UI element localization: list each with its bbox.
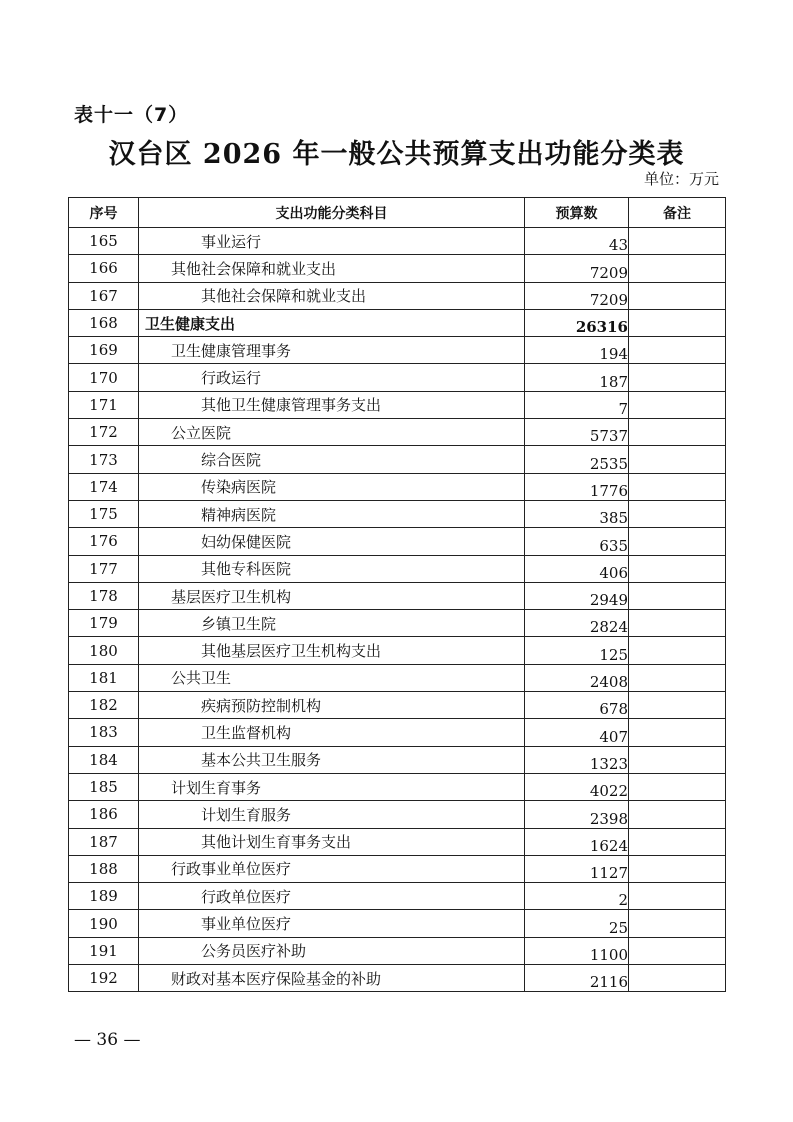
row-amount: 7209: [525, 282, 629, 309]
row-seq: 180: [69, 637, 139, 664]
table-row: [69, 746, 726, 773]
row-seq: 192: [69, 965, 139, 992]
row-category-name: 卫生监督机构: [139, 719, 525, 746]
row-category-name: 公立医院: [139, 419, 525, 446]
row-note: [629, 801, 726, 828]
row-seq: 175: [69, 500, 139, 527]
row-seq: 184: [69, 746, 139, 773]
row-seq: 169: [69, 337, 139, 364]
row-category-name: 计划生育事务: [139, 773, 525, 800]
row-seq: 174: [69, 473, 139, 500]
row-category-name: 卫生健康支出: [139, 309, 525, 336]
row-note: [629, 937, 726, 964]
row-seq: 172: [69, 419, 139, 446]
table-label: 表十一（7）: [74, 104, 189, 126]
row-category-name: 卫生健康管理事务: [139, 337, 525, 364]
table-row: [69, 664, 726, 691]
table-row: [69, 883, 726, 910]
row-category-name: 计划生育服务: [139, 801, 525, 828]
header-seq: 序号: [69, 198, 139, 228]
row-note: [629, 391, 726, 418]
row-amount: 26316: [525, 309, 629, 336]
row-note: [629, 419, 726, 446]
row-amount: 194: [525, 337, 629, 364]
row-amount: 1323: [525, 746, 629, 773]
unit-label: 单位：万元: [643, 170, 719, 188]
row-note: [629, 692, 726, 719]
row-note: [629, 364, 726, 391]
budget-table: [68, 197, 726, 992]
row-note: [629, 719, 726, 746]
row-category-name: 事业单位医疗: [139, 910, 525, 937]
row-seq: 167: [69, 282, 139, 309]
row-seq: 181: [69, 664, 139, 691]
table-row: [69, 828, 726, 855]
table-row: [69, 228, 726, 255]
row-note: [629, 883, 726, 910]
row-amount: 7: [525, 391, 629, 418]
row-amount: 187: [525, 364, 629, 391]
row-amount: 407: [525, 719, 629, 746]
row-amount: 2398: [525, 801, 629, 828]
table-row: [69, 473, 726, 500]
table-row: [69, 446, 726, 473]
row-category-name: 财政对基本医疗保险基金的补助: [139, 965, 525, 992]
header-amount: 预算数: [525, 198, 629, 228]
table-row: [69, 937, 726, 964]
header-name: 支出功能分类科目: [139, 198, 525, 228]
table-row: [69, 337, 726, 364]
row-amount: 678: [525, 692, 629, 719]
row-category-name: 其他社会保障和就业支出: [139, 255, 525, 282]
row-seq: 185: [69, 773, 139, 800]
row-seq: 179: [69, 610, 139, 637]
row-note: [629, 746, 726, 773]
row-note: [629, 610, 726, 637]
row-note: [629, 582, 726, 609]
row-note: [629, 637, 726, 664]
table-row: [69, 364, 726, 391]
row-seq: 170: [69, 364, 139, 391]
table-row: [69, 528, 726, 555]
table-row: [69, 637, 726, 664]
row-amount: 2535: [525, 446, 629, 473]
table-row: [69, 309, 726, 336]
row-seq: 165: [69, 228, 139, 255]
row-seq: 188: [69, 855, 139, 882]
row-seq: 173: [69, 446, 139, 473]
row-category-name: 乡镇卫生院: [139, 610, 525, 637]
row-category-name: 其他计划生育事务支出: [139, 828, 525, 855]
row-seq: 191: [69, 937, 139, 964]
row-category-name: 行政事业单位医疗: [139, 855, 525, 882]
table-row: [69, 582, 726, 609]
document-title: 汉台区 2026 年一般公共预算支出功能分类表: [108, 139, 685, 170]
row-amount: 4022: [525, 773, 629, 800]
row-amount: 406: [525, 555, 629, 582]
row-note: [629, 473, 726, 500]
table-row: [69, 610, 726, 637]
table-row: [69, 855, 726, 882]
row-amount: 1776: [525, 473, 629, 500]
row-category-name: 妇幼保健医院: [139, 528, 525, 555]
row-amount: 43: [525, 228, 629, 255]
row-note: [629, 855, 726, 882]
table-header-row: [69, 198, 726, 228]
row-amount: 2949: [525, 582, 629, 609]
row-category-name: 其他专科医院: [139, 555, 525, 582]
row-category-name: 精神病医院: [139, 500, 525, 527]
row-amount: 125: [525, 637, 629, 664]
row-amount: 2408: [525, 664, 629, 691]
row-note: [629, 965, 726, 992]
row-note: [629, 255, 726, 282]
table-row: [69, 500, 726, 527]
row-category-name: 行政运行: [139, 364, 525, 391]
row-note: [629, 309, 726, 336]
row-note: [629, 228, 726, 255]
row-amount: 7209: [525, 255, 629, 282]
row-category-name: 其他卫生健康管理事务支出: [139, 391, 525, 418]
row-amount: 2116: [525, 965, 629, 992]
row-category-name: 传染病医院: [139, 473, 525, 500]
row-seq: 176: [69, 528, 139, 555]
row-seq: 182: [69, 692, 139, 719]
row-seq: 187: [69, 828, 139, 855]
row-seq: 186: [69, 801, 139, 828]
row-seq: 189: [69, 883, 139, 910]
row-seq: 166: [69, 255, 139, 282]
row-note: [629, 528, 726, 555]
table-row: [69, 773, 726, 800]
row-amount: 635: [525, 528, 629, 555]
row-seq: 178: [69, 582, 139, 609]
row-seq: 171: [69, 391, 139, 418]
row-seq: 190: [69, 910, 139, 937]
row-seq: 183: [69, 719, 139, 746]
row-note: [629, 555, 726, 582]
row-amount: 5737: [525, 419, 629, 446]
row-category-name: 行政单位医疗: [139, 883, 525, 910]
row-amount: 1100: [525, 937, 629, 964]
table-row: [69, 801, 726, 828]
row-category-name: 公共卫生: [139, 664, 525, 691]
row-note: [629, 446, 726, 473]
row-note: [629, 500, 726, 527]
header-note: 备注: [629, 198, 726, 228]
table-row: [69, 419, 726, 446]
row-category-name: 综合医院: [139, 446, 525, 473]
row-note: [629, 773, 726, 800]
row-note: [629, 664, 726, 691]
row-amount: 1624: [525, 828, 629, 855]
row-category-name: 其他社会保障和就业支出: [139, 282, 525, 309]
row-category-name: 事业运行: [139, 228, 525, 255]
row-note: [629, 337, 726, 364]
row-note: [629, 282, 726, 309]
row-seq: 168: [69, 309, 139, 336]
page-number: — 36 —: [74, 1030, 141, 1050]
table-row: [69, 555, 726, 582]
table-row: [69, 910, 726, 937]
row-category-name: 公务员医疗补助: [139, 937, 525, 964]
table-row: [69, 391, 726, 418]
row-seq: 177: [69, 555, 139, 582]
row-amount: 2824: [525, 610, 629, 637]
table-row: [69, 719, 726, 746]
row-amount: 1127: [525, 855, 629, 882]
row-amount: 25: [525, 910, 629, 937]
row-category-name: 基层医疗卫生机构: [139, 582, 525, 609]
row-amount: 2: [525, 883, 629, 910]
table-row: [69, 692, 726, 719]
row-note: [629, 828, 726, 855]
table-row: [69, 255, 726, 282]
row-category-name: 疾病预防控制机构: [139, 692, 525, 719]
table-row: [69, 965, 726, 992]
table-row: [69, 282, 726, 309]
row-category-name: 基本公共卫生服务: [139, 746, 525, 773]
row-category-name: 其他基层医疗卫生机构支出: [139, 637, 525, 664]
row-amount: 385: [525, 500, 629, 527]
row-note: [629, 910, 726, 937]
